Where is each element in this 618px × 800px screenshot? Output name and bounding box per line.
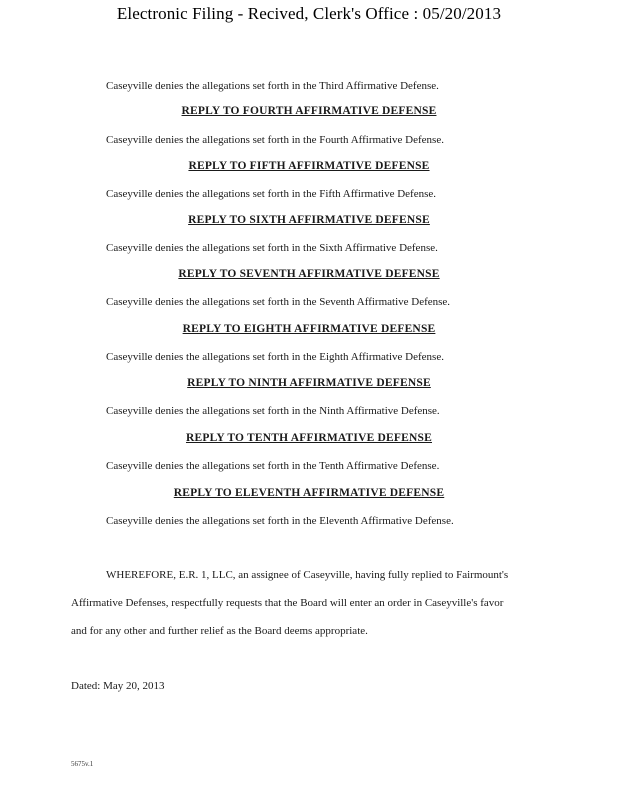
- denial-fourth-defense: Caseyville denies the allegations set forth in the Fourth Affirmative Defense.: [106, 134, 444, 146]
- filing-header: Electronic Filing - Recived, Clerk's Office : 05/20/2013: [116, 4, 502, 23]
- heading-fourth-defense: REPLY TO FOURTH AFFIRMATIVE DEFENSE: [181, 105, 437, 117]
- denial-fifth-defense: Caseyville denies the allegations set forth in the Fifth Affirmative Defense.: [106, 188, 437, 200]
- heading-tenth-defense: REPLY TO TENTH AFFIRMATIVE DEFENSE: [185, 432, 432, 444]
- denial-tenth-defense: Caseyville denies the allegations set forth in the Tenth Affirmative Defense.: [106, 460, 440, 472]
- denial-eighth-defense: Caseyville denies the allegations set forth in the Eighth Affirmative Defense.: [106, 351, 444, 363]
- wherefore-line-2: Affirmative Defenses, respectfully requests that the Board will enter an order in Caseyville's favor: [71, 597, 504, 609]
- wherefore-line-3: and for any other and further relief as the Board deems appropriate.: [71, 625, 368, 637]
- wherefore-line-1: WHEREFORE, E.R. 1, LLC, an assignee of Caseyville, having fully replied to Fairmount's: [106, 569, 509, 581]
- heading-eighth-defense: REPLY TO EIGHTH AFFIRMATIVE DEFENSE: [182, 323, 436, 335]
- denial-sixth-defense: Caseyville denies the allegations set forth in the Sixth Affirmative Defense.: [106, 242, 438, 254]
- denial-eleventh-defense: Caseyville denies the allegations set forth in the Eleventh Affirmative Defense.: [106, 515, 454, 527]
- denial-seventh-defense: Caseyville denies the allegations set forth in the Seventh Affirmative Defense.: [106, 296, 451, 308]
- heading-ninth-defense: REPLY TO NINTH AFFIRMATIVE DEFENSE: [187, 377, 431, 389]
- document-number: 5675v.1: [71, 760, 94, 768]
- dated-line: Dated: May 20, 2013: [71, 680, 165, 692]
- heading-seventh-defense: REPLY TO SEVENTH AFFIRMATIVE DEFENSE: [178, 268, 440, 280]
- heading-fifth-defense: REPLY TO FIFTH AFFIRMATIVE DEFENSE: [188, 160, 430, 172]
- heading-eleventh-defense: REPLY TO ELEVENTH AFFIRMATIVE DEFENSE: [173, 487, 445, 499]
- heading-sixth-defense: REPLY TO SIXTH AFFIRMATIVE DEFENSE: [188, 214, 430, 226]
- third-defense-denial: Caseyville denies the allegations set forth in the Third Affirmative Defense.: [106, 80, 439, 92]
- denial-ninth-defense: Caseyville denies the allegations set forth in the Ninth Affirmative Defense.: [106, 405, 440, 417]
